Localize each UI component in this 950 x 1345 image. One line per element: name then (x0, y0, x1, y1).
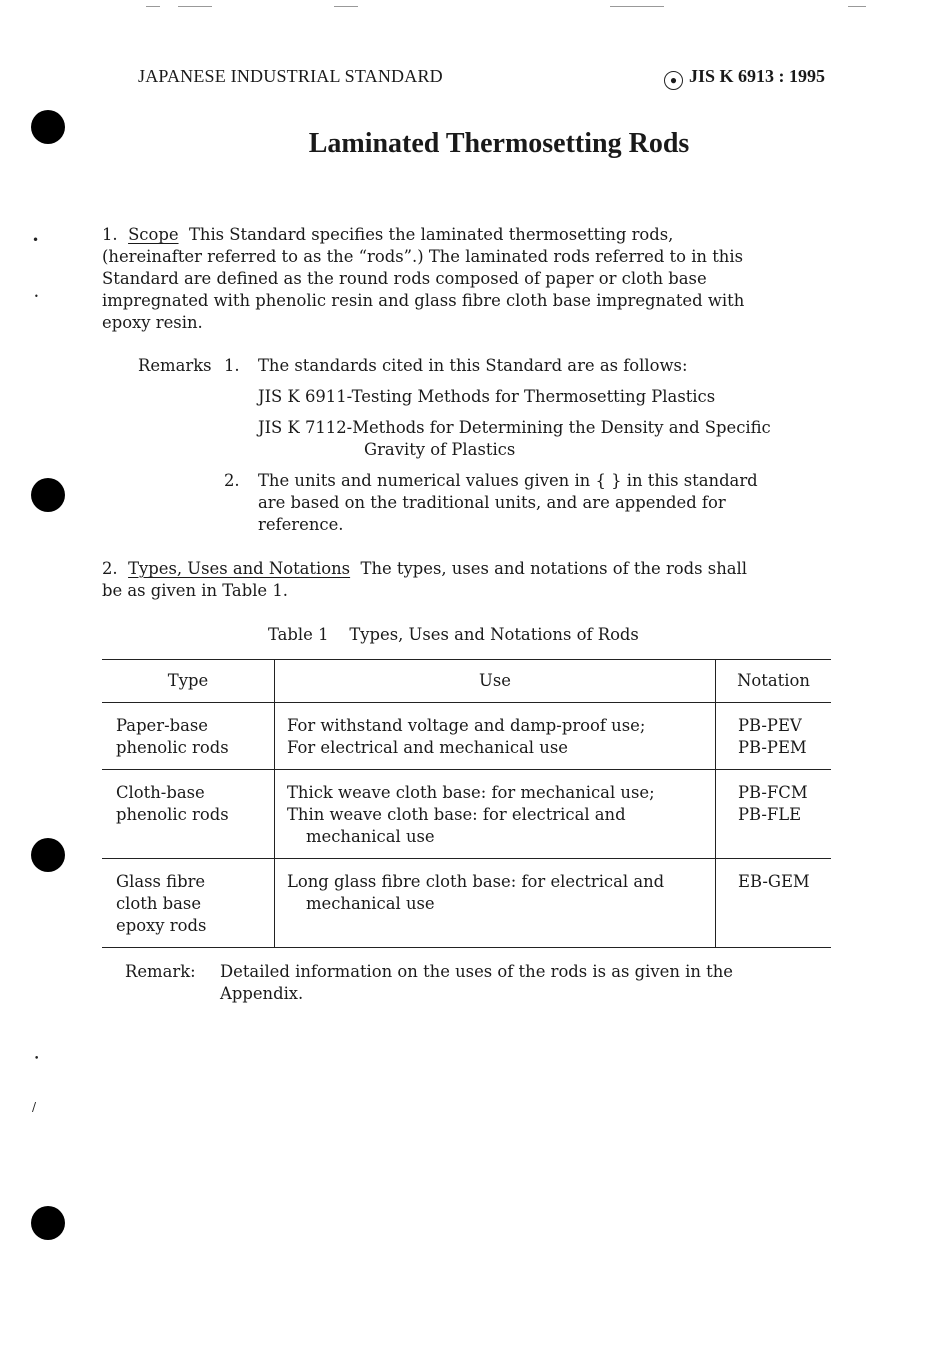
use-cell (275, 770, 716, 859)
remarks-label: Remarks (138, 356, 212, 375)
notation-cell (716, 770, 832, 859)
use-line: For electrical and mechanical use (287, 738, 568, 757)
table-caption: Table 1 Types, Uses and Notations of Rods (268, 625, 639, 644)
punch-hole (31, 838, 65, 872)
standard-number (664, 66, 825, 90)
body-line: (hereinafter referred to as the “rods”.) The laminated rods referred to in this (102, 247, 743, 266)
notation-cell (716, 859, 832, 948)
type-line: Cloth-base (116, 783, 205, 802)
punch-hole (31, 1206, 65, 1240)
remark-line: The units and numerical values given in { } in this standard (258, 471, 758, 490)
notation-line: PB-FLE (738, 805, 802, 824)
table-row (102, 770, 831, 859)
type-cell (102, 703, 275, 770)
use-line: Long glass fibre cloth base: for electrical and mechanical use (287, 872, 665, 913)
scan-artifact (610, 6, 664, 7)
type-cell (102, 859, 275, 948)
remark-line: Detailed information on the uses of the rods is as given in the (220, 962, 733, 981)
remark-text (258, 470, 828, 536)
column-header-notation: Notation (716, 660, 832, 703)
body-line: The types, uses and notations of the rods shall (360, 559, 748, 578)
scan-mark: • (32, 233, 40, 247)
scan-mark: • (34, 1054, 40, 1064)
notation-cell (716, 703, 832, 770)
column-header-use: Use (275, 660, 716, 703)
table-row (102, 859, 831, 948)
type-line: phenolic rods (116, 738, 229, 757)
notation-line: EB-GEM (738, 872, 810, 891)
section-scope (102, 224, 822, 334)
use-line: Thick weave cloth base: for mechanical use; (287, 783, 655, 802)
table-remark-text (220, 961, 820, 1005)
remark-number: 1. (224, 356, 240, 375)
table-header-row (102, 660, 831, 703)
scan-mark: • (34, 292, 39, 301)
type-line: epoxy rods (116, 916, 207, 935)
standard-number-text: JIS K 6913 : 1995 (689, 66, 826, 86)
body-line: This Standard specifies the laminated thermosetting rods, (188, 225, 674, 244)
type-line: phenolic rods (116, 805, 229, 824)
scan-mark: / (32, 1100, 37, 1114)
standard-header-label: JAPANESE INDUSTRIAL STANDARD (138, 66, 443, 86)
body-line: impregnated with phenolic resin and glass fibre cloth base impregnated with (102, 291, 745, 310)
section-heading: Scope (128, 225, 179, 244)
type-line: cloth base (116, 894, 202, 913)
table-remark-label: Remark: (125, 962, 196, 981)
remark-line: are based on the traditional units, and are appended for (258, 493, 726, 512)
column-header-type: Type (102, 660, 275, 703)
body-line: be as given in Table 1. (102, 581, 288, 600)
section-number: 2. (102, 559, 118, 578)
section-number: 1. (102, 225, 118, 244)
punch-hole (31, 110, 65, 144)
types-first-line (102, 558, 832, 580)
jis-mark-icon: ● (664, 71, 683, 90)
scan-artifact (178, 6, 212, 7)
notation-line: PB-FCM (738, 783, 808, 802)
scan-artifact (146, 6, 160, 7)
table-row (102, 703, 831, 770)
type-line: Paper-base (116, 716, 209, 735)
use-line: For withstand voltage and damp-proof use; (287, 716, 646, 735)
body-line: epoxy resin. (102, 313, 203, 332)
rods-table (102, 659, 831, 948)
cited-standard: JIS K 7112-Methods for Determining the Density and Specific (258, 418, 771, 437)
scan-artifact (848, 6, 866, 7)
body-line: Standard are defined as the round rods composed of paper or cloth base (102, 269, 707, 288)
remark-text: The standards cited in this Standard are as follows: (258, 356, 688, 375)
remark-number: 2. (224, 471, 240, 490)
type-cell (102, 770, 275, 859)
notation-line: PB-PEV (738, 716, 802, 735)
cited-standard: JIS K 6911-Testing Methods for Thermosetting Plastics (258, 387, 716, 406)
remark-line: reference. (258, 515, 344, 534)
use-cell (275, 703, 716, 770)
use-line: Thin weave cloth base: for electrical and mechanical use (287, 805, 626, 846)
scope-first-line (102, 224, 822, 246)
use-cell (275, 859, 716, 948)
scan-artifact (334, 6, 358, 7)
notation-line: PB-PEM (738, 738, 807, 757)
section-heading: Types, Uses and Notations (128, 559, 351, 578)
type-line: Glass fibre (116, 872, 206, 891)
cited-standard-continuation: Gravity of Plastics (364, 440, 516, 459)
page-title: Laminated Thermosetting Rods (308, 128, 690, 159)
punch-hole (31, 478, 65, 512)
remark-line: Appendix. (220, 984, 304, 1003)
section-types (102, 558, 832, 602)
